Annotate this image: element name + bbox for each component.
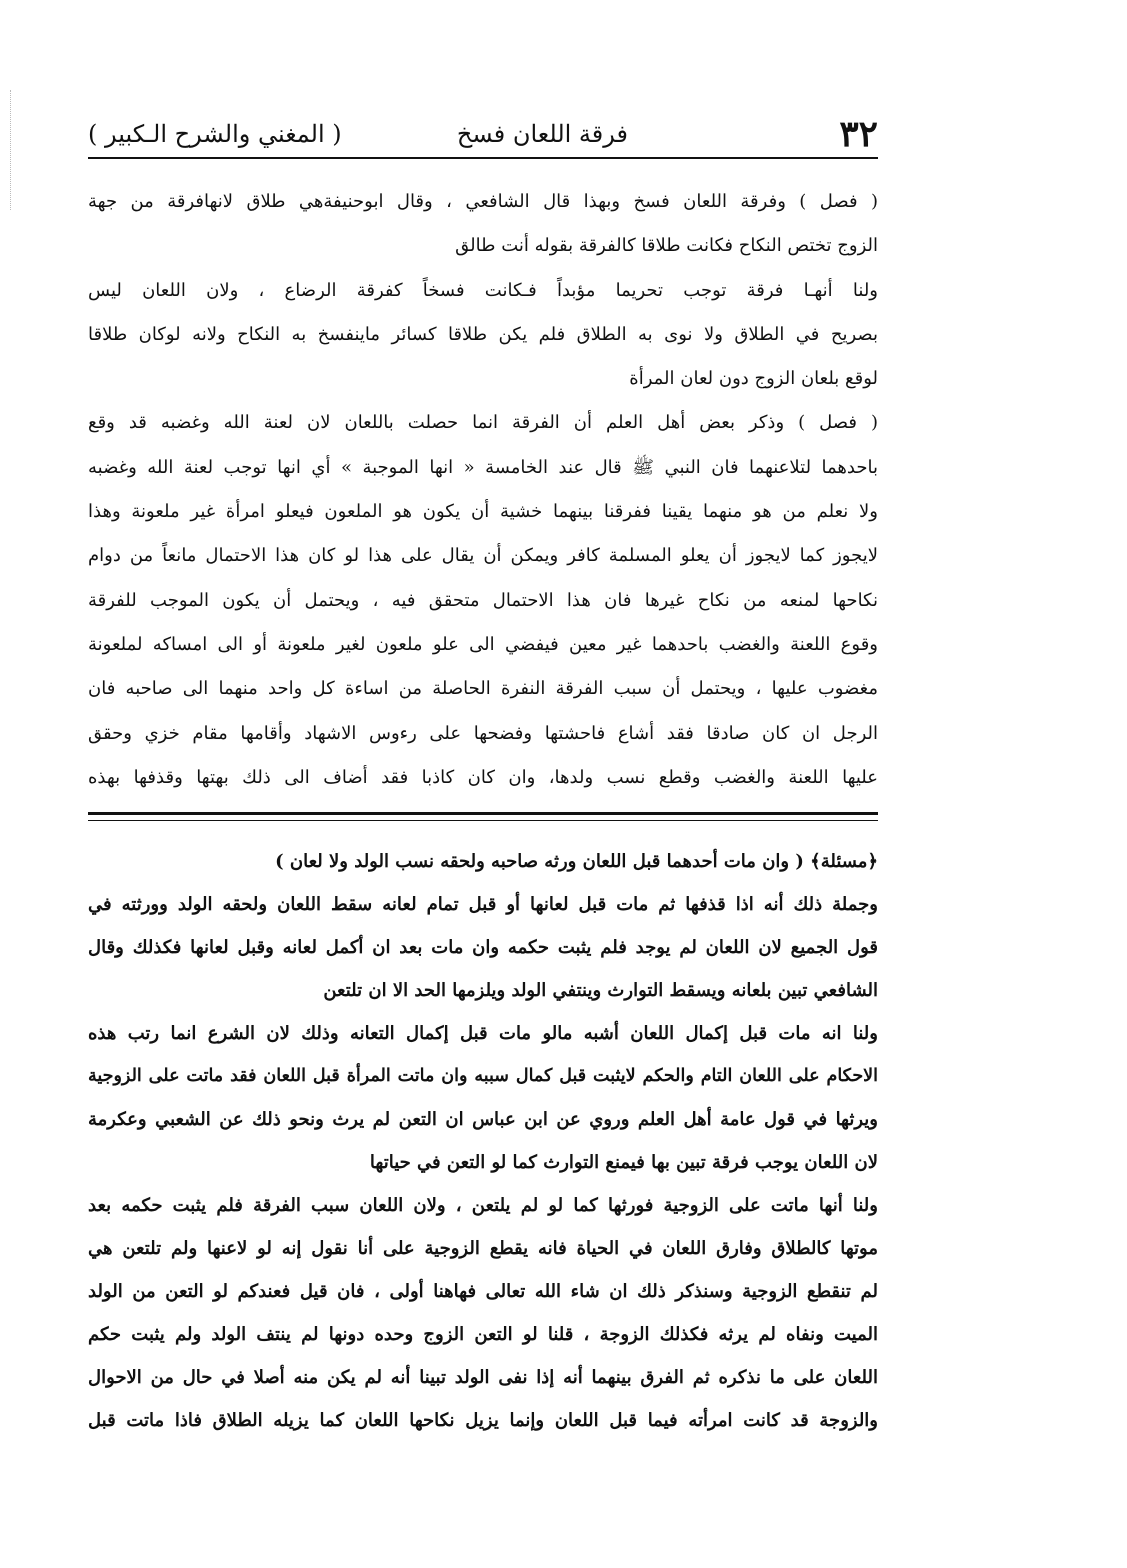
lower-text-block [88,840,878,1442]
text-line: وقوع اللعنة والغضب باحدهما غير معين فيفضي الى علو ملعون لغير ملعونة أو الى امساكه لملعونة [88,633,878,655]
text-line: الزوج تختص النكاح فكانت طلاقا كالفرقة بقوله أنت طالق [455,235,878,257]
text-line: الاحكام على اللعان التام والحكم لايثبت قبل كمال سببه وان ماتت المرأة قبل اللعان فقد ماتت على الزوجية [88,1066,878,1086]
text-line: اللعان على ما نذكره ثم الفرق بينهما أنه إذا نفى الولد تبينا أنه لم يكن منه أصلا في حال من الاحوال [88,1367,878,1388]
text-line: الميت ونفاه لم يرثه فكذلك الزوجة ، قلنا لو التعن الزوج وحده دونها لم ينتف الولد ولم يثبت حكم [88,1324,878,1345]
text-line: لان اللعان يوجب فرقة تبين بها فيمنع التوارث كما لو التعن في حياتها [369,1152,878,1173]
text-line: ولنا أنها ماتت على الزوجية فورثها كما لو لم يلتعن ، ولان اللعان سبب الفرقة فلم يثبت حكمه بعد [88,1195,878,1216]
text-line: لايجوز كما لايجوز أن يعلو المسلمة كافر ويمكن أن يقال على هذا لو كان هذا الاحتمال مانعاً من دوام [88,545,878,567]
text-line: باحدهما لتلاعنهما فان النبي ﷺ قال عند الخامسة « انها الموجبة » أي انها توجب لعنة الله وغضبه [88,456,878,478]
section-divider-thick [88,812,878,815]
header-rule [88,157,878,159]
text-line: موتها كالطلاق وفارق اللعان في الحياة فانه يقطع الزوجية على أنا نقول إنه لو لاعنها ولم تلتعن هي [88,1238,878,1259]
text-line: وجملة ذلك أنه اذا قذفها ثم مات قبل لعانها أو قبل تمام لعانه سقط اللعان ولحقه الولد وورثته في [88,894,878,915]
book-title: ( المغني والشرح الـكبير ) [88,120,342,148]
text-line: ولا نعلم من هو منهما يقينا ففرقنا بينهما خشية أن يكون هو الملعون فيعلو امرأة غير ملعونة وهذا [88,501,878,523]
text-line: ولنا أنهـا فرقة توجب تحريما مؤبداً فـكانت فسخاً كفرقة الرضاع ، ولان اللعان ليس [88,279,878,301]
masala-heading: ﴿مسئلة﴾ ( وان مات أحدهما قبل اللعان ورثه صاحبه ولحقه نسب الولد ولا لعان ) [275,851,878,872]
text-line: ( فصل ) وفرقة اللعان فسخ وبهذا قال الشافعي ، وقال ابوحنيفةهي طلاق لانهافرقة من جهة [88,191,878,212]
text-line: ( فصل ) وذكر بعض أهل العلم أن الفرقة انما حصلت باللعان لان لعنة الله وغضبه قد وقع [88,412,878,434]
text-line: نكاحها لمنعه من نكاح غيرها فان هذا الاحتمال متحقق فيه ، ويحتمل أن يكون الموجب للفرقة [88,589,878,611]
upper-text-block [88,180,878,800]
text-line: الشافعي تبين بلعانه ويسقط التوارث وينتفي الولد ويلزمها الحد الا ان تلتعن [323,980,878,1001]
text-line: ولنا انه مات قبل إكمال اللعان أشبه مالو مات قبل إكمال التعانه وذلك لان الشرع انما رتب هذه [88,1023,878,1044]
text-line: لوقع بلعان الزوج دون لعان المرأة [629,368,878,390]
scan-margin-mark [10,90,12,210]
text-line: والزوجة قد كانت امرأته فيما قبل اللعان وإنما يزيل نكاحها اللعان كما يزيله الطلاق فاذا ماتت قبل [88,1410,878,1431]
text-line: الرجل ان كان صادقا فقد أشاع فاحشتها وفضحها على رءوس الاشهاد وأقامها مقام خزي وحقق [88,722,878,744]
text-line: لم تنقطع الزوجية وسنذكر ذلك ان شاء الله تعالى فهاهنا أولى ، فان قيل فعندكم لو التعن من الولد [88,1281,878,1302]
text-line: عليها اللعنة والغضب وقطع نسب ولدها، وان كان كاذبا فقد أضاف الى ذلك بهتها وقذفها بهذه [88,766,878,788]
text-line: بصريح في الطلاق ولا نوى به الطلاق فلم يكن طلاقا كسائر ماينفسخ به النكاح ولانه لوكان طلاقا [88,323,878,345]
section-divider-thin [88,820,878,821]
text-line: ويرثها في قول عامة أهل العلم وروي عن ابن عباس ان التعن لم يرث ونحو ذلك عن الشعبي وعكرمة [88,1109,878,1130]
page-header [88,112,878,156]
page-number: ٣٢ [839,113,878,155]
text-line: مغضوب عليها ، ويحتمل أن سبب الفرقة النفرة الحاصلة من اساءة كل واحد منهما الى صاحبه فان [88,678,878,700]
chapter-title: فرقة اللعان فسخ [456,120,628,148]
text-line: قول الجميع لان اللعان لم يوجد فلم يثبت حكمه وان مات بعد ان أكمل لعانه وقبل لعانها فكذلك وقال [88,937,878,958]
